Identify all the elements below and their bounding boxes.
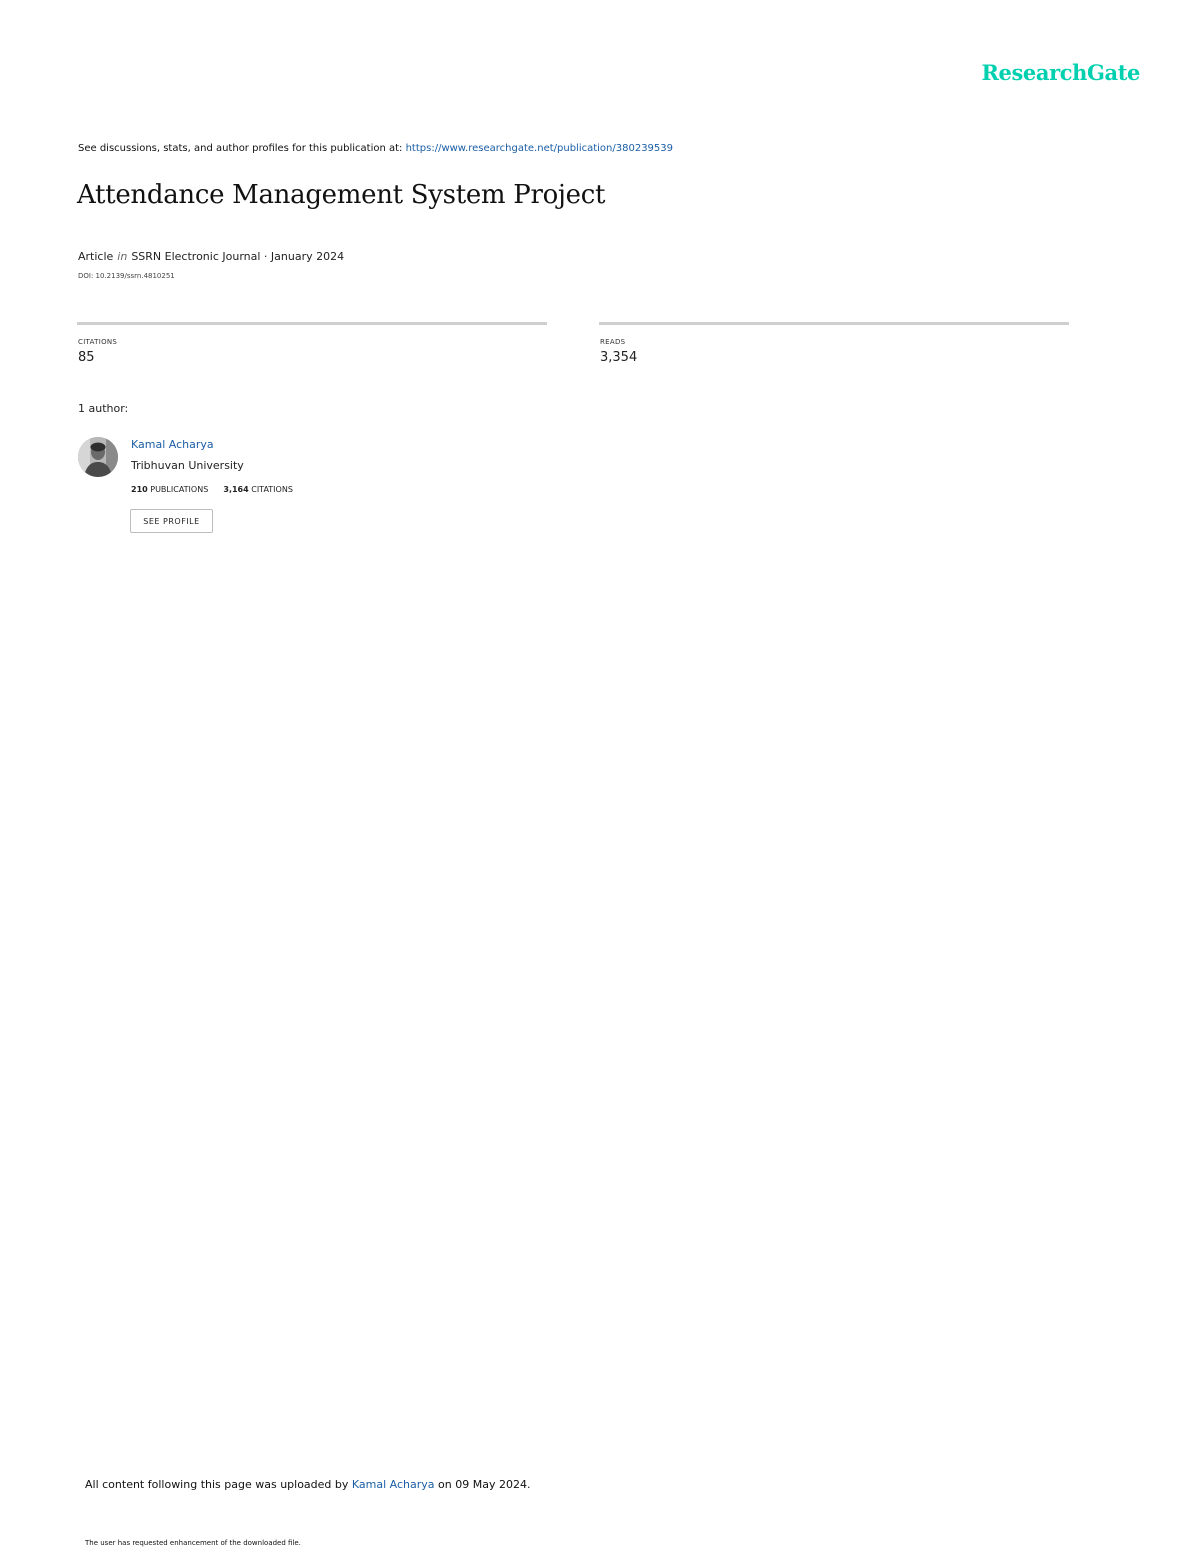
see-profile-button[interactable]: SEE PROFILE <box>130 509 213 533</box>
upload-suffix: on 09 May 2024. <box>438 1478 531 1491</box>
reads-stat <box>599 322 1069 365</box>
publication-title: Attendance Management System Project <box>77 180 606 210</box>
doi: DOI: 10.2139/ssrn.4810251 <box>78 272 175 280</box>
publication-url-link[interactable]: https://www.researchgate.net/publication/380239539 <box>405 143 674 154</box>
citations-label: CITATIONS <box>78 338 118 346</box>
upload-author-link[interactable]: Kamal Acharya <box>351 1478 435 1491</box>
author-publications-label: PUBLICATIONS <box>150 485 209 494</box>
discussion-line <box>78 143 673 154</box>
authors-count: 1 author: <box>78 402 129 415</box>
article-type: Article <box>78 250 114 263</box>
article-meta <box>78 250 344 263</box>
reads-label: READS <box>600 338 626 346</box>
footer-note: The user has requested enhancement of the downloaded file. <box>85 1539 301 1547</box>
author-affiliation: Tribhuvan University <box>131 459 244 472</box>
reads-value: 3,354 <box>600 350 638 365</box>
researchgate-logo: ResearchGate <box>981 60 1140 85</box>
discussion-prefix: See discussions, stats, and author profiles for this publication at: <box>78 143 403 154</box>
author-citations-label: CITATIONS <box>251 485 293 494</box>
author-name-link[interactable]: Kamal Acharya <box>131 438 214 451</box>
person-photo-icon <box>78 437 118 477</box>
upload-line <box>85 1478 530 1491</box>
journal-date: SSRN Electronic Journal · January 2024 <box>131 250 345 263</box>
in-word: in <box>117 250 128 263</box>
citations-value: 85 <box>78 350 95 365</box>
author-stats <box>131 485 293 494</box>
author-avatar[interactable] <box>78 437 118 477</box>
author-publications-count: 210 <box>131 485 148 494</box>
author-citations-count: 3,164 <box>223 485 249 494</box>
upload-prefix: All content following this page was uploaded by <box>85 1478 349 1491</box>
citations-stat <box>77 322 547 365</box>
